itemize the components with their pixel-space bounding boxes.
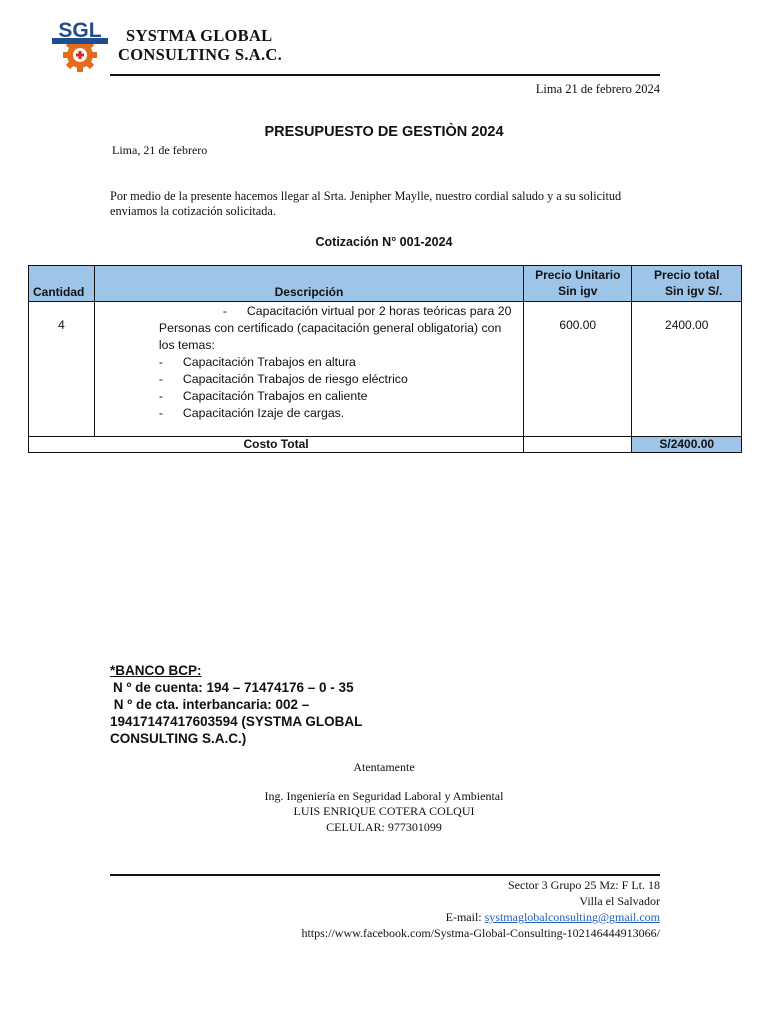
letter-date: Lima, 21 de febrero — [112, 143, 208, 157]
desc-bullet: - — [158, 372, 164, 386]
desc-list-item-text: Capacitación Trabajos en caliente — [182, 389, 368, 403]
signer-title: Ing. Ingeniería en Seguridad Laboral y Ambiental — [264, 789, 504, 803]
header-precio-total-line1: Precio total — [654, 268, 720, 282]
table-header-row — [29, 266, 742, 302]
closing-text: Atentamente — [353, 760, 415, 774]
desc-bullet: - — [158, 355, 164, 369]
facebook-url: https://www.facebook.com/Systma-Global-Consulting-102146444913066/ — [301, 926, 660, 940]
header-divider — [110, 74, 660, 76]
footer-address-line1: Sector 3 Grupo 25 Mz: F Lt. 18 — [508, 878, 660, 892]
email-link[interactable]: systmaglobalconsulting@gmail.com — [484, 910, 660, 924]
total-label: Costo Total — [29, 437, 524, 453]
phone-number: 977301099 — [387, 820, 442, 834]
bank-heading: *BANCO BCP: — [110, 663, 202, 678]
document-title: PRESUPUESTO DE GESTIÒN 2024 — [264, 124, 504, 140]
total-empty-cell — [524, 437, 632, 453]
bank-interbank-text: N º de cta. interbancaria: 002 – 19417147417603594 (SYSTMA GLOBAL CONSULTING S.A.C.) — [110, 697, 363, 746]
footer — [301, 877, 660, 941]
quote-table — [28, 265, 742, 453]
header-precio-total-line2: Sin igv S/. — [665, 284, 723, 298]
table-row — [29, 302, 742, 437]
desc-list-item — [159, 388, 519, 405]
bank-info — [110, 662, 410, 747]
desc-items-list — [99, 354, 519, 422]
desc-list-item — [159, 354, 519, 371]
row-unit-price: 600.00 — [524, 302, 632, 437]
table-total-row — [29, 437, 742, 453]
bank-interbank — [110, 696, 410, 747]
desc-list-item-text: Capacitación Izaje de cargas. — [182, 406, 345, 420]
email-label: E-mail: — [445, 910, 482, 924]
footer-email-line — [301, 909, 660, 925]
quote-number: Cotización N° 001-2024 — [315, 235, 453, 249]
header-cantidad: Cantidad — [29, 266, 95, 302]
desc-first-text: Capacitación virtual por 2 horas teóricas para 20 — [246, 304, 512, 318]
phone-label: CELULAR: — [326, 820, 385, 834]
desc-list-item-text: Capacitación Trabajos en altura — [182, 355, 356, 369]
desc-list-item — [159, 371, 519, 388]
header-precio-unitario — [524, 266, 632, 302]
desc-list-item-text: Capacitación Trabajos de riesgo eléctrico — [182, 372, 408, 386]
row-total-price: 2400.00 — [632, 302, 742, 437]
row-description — [94, 302, 523, 437]
header-precio-unitario-line2: Sin igv — [558, 284, 598, 298]
footer-divider — [110, 874, 660, 876]
desc-first-item — [99, 303, 519, 320]
signer-phone — [0, 820, 768, 835]
company-logo — [52, 18, 108, 72]
company-name — [118, 26, 282, 64]
header-precio-total — [632, 266, 742, 302]
svg-text:SGL: SGL — [58, 19, 102, 42]
bank-account: N º de cuenta: 194 – 71474176 – 0 - 35 — [113, 680, 354, 695]
total-value: S/2400.00 — [632, 437, 742, 453]
header-date: Lima 21 de febrero 2024 — [535, 82, 660, 96]
desc-paragraph: Personas con certificado (capacitación general obligatoria) con los temas: — [158, 321, 502, 352]
row-quantity: 4 — [29, 302, 95, 437]
header-precio-unitario-line1: Precio Unitario — [535, 268, 621, 282]
desc-list-item — [159, 405, 519, 422]
desc-bullet: - — [158, 389, 164, 403]
footer-address-line2: Villa el Salvador — [579, 894, 660, 908]
header-descripcion: Descripción — [94, 266, 523, 302]
desc-bullet: - — [222, 304, 228, 318]
company-name-line2: CONSULTING S.A.C. — [118, 45, 283, 64]
company-name-line1: SYSTMA GLOBAL — [126, 26, 273, 45]
desc-bullet: - — [158, 406, 164, 420]
signer-name: LUIS ENRIQUE COTERA COLQUI — [293, 804, 475, 818]
intro-paragraph: Por medio de la presente hacemos llegar al Srta. Jenipher Maylle, nuestro cordial saludo y a su solicitud enviamos la cotización solicitada. — [110, 189, 622, 218]
